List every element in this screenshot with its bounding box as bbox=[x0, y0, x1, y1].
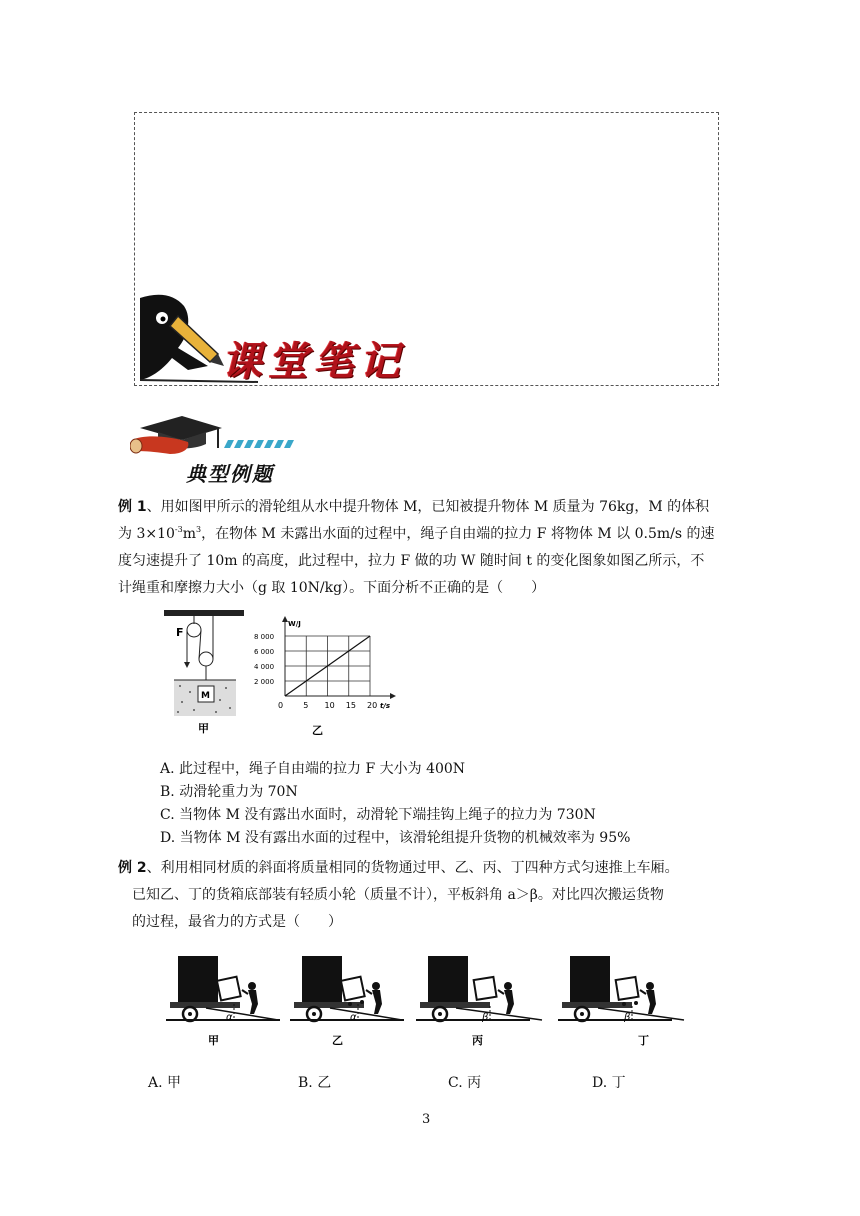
x-axis-label: t/s bbox=[380, 702, 391, 710]
fixed-pulley bbox=[187, 623, 201, 637]
q1-option-c[interactable]: C. 当物体 M 没有露出水面时，动滑轮下端挂钩上绳子的拉力为 730N bbox=[160, 807, 596, 823]
question-2-line-1: 、利用相同材质的斜面将质量相同的货物通过甲、乙、丙、丁四种方式匀速推上车厢。 bbox=[146, 860, 679, 876]
work-time-chart bbox=[252, 616, 402, 738]
caption-ding: 丁 bbox=[638, 1034, 649, 1047]
y-axis-label: W/J bbox=[288, 620, 301, 628]
angle-label-yi: α bbox=[350, 1012, 357, 1023]
question-2-line-2: 已知乙、丁的货箱底部装有轻质小轮（质量不计），平板斜角 a＞β。对比四次搬运货物 bbox=[132, 887, 664, 903]
caption-bing: 丙 bbox=[472, 1034, 483, 1047]
question-1-line-2a: 为 3×10 bbox=[118, 526, 175, 542]
question-1-line-1: 、用如图甲所示的滑轮组从水中提升物体 M，已知被提升物体 M 质量为 76kg，M 的体积 bbox=[146, 499, 710, 515]
unit-m: m bbox=[182, 526, 196, 542]
exponent: -3 bbox=[174, 525, 183, 534]
q1-option-b[interactable]: B. 动滑轮重力为 70N bbox=[160, 784, 298, 800]
question-2-line-3: 的过程，最省力的方式是（ ） bbox=[132, 914, 342, 930]
caption-jia-2: 甲 bbox=[208, 1034, 219, 1047]
x-tick-label: 15 bbox=[345, 701, 356, 710]
caption-jia: 甲 bbox=[198, 722, 209, 735]
page-number: 3 bbox=[422, 1112, 431, 1127]
q1-option-a[interactable]: A. 此过程中，绳子自由端的拉力 F 大小为 400N bbox=[160, 761, 466, 777]
question-2-lead: 例 2 bbox=[118, 860, 147, 876]
angle-label-jia: α bbox=[226, 1012, 233, 1023]
question-1-lead: 例 1 bbox=[118, 499, 147, 515]
exponent-3: 3 bbox=[195, 525, 202, 534]
figure-ding bbox=[558, 956, 684, 1047]
figure-jia bbox=[166, 956, 280, 1047]
x-tick-label: 10 bbox=[324, 701, 335, 710]
angle-label-ding: β bbox=[624, 1012, 631, 1023]
q2-option-a[interactable]: A. 甲 bbox=[148, 1075, 182, 1091]
truck-ramp-figures bbox=[160, 946, 700, 1056]
question-2-text bbox=[118, 855, 738, 936]
notes-title: 课堂笔记 bbox=[222, 338, 406, 385]
q1-option-d[interactable]: D. 当物体 M 没有露出水面的过程中，该滑轮组提升货物的机械效率为 95% bbox=[160, 830, 631, 846]
y-tick-label: 4 000 bbox=[254, 663, 275, 671]
caption-yi-2: 乙 bbox=[332, 1034, 343, 1047]
question-1-line-2c: ，在物体 M 未露出水面的过程中，绳子自由端的拉力 F 将物体 M 以 0.5m/s 的速 bbox=[201, 526, 715, 542]
y-tick-label: 8 000 bbox=[254, 633, 275, 641]
movable-pulley bbox=[199, 652, 213, 666]
pulley-figure bbox=[160, 608, 250, 738]
label-m: M bbox=[201, 691, 210, 701]
q2-option-c[interactable]: C. 丙 bbox=[448, 1075, 482, 1091]
label-f: F bbox=[176, 626, 184, 639]
q2-option-b[interactable]: B. 乙 bbox=[298, 1075, 332, 1091]
x-tick-label: 20 bbox=[367, 701, 378, 710]
y-tick-label: 6 000 bbox=[254, 648, 275, 656]
origin-label: 0 bbox=[278, 701, 284, 710]
q2-option-d[interactable]: D. 丁 bbox=[592, 1075, 626, 1091]
question-1-line-3: 度匀速提升了 10m 的高度，此过程中，拉力 F 做的功 W 随时间 t 的变化图象如图乙所示，不 bbox=[118, 553, 705, 569]
question-1-line-4: 计绳重和摩擦力大小（g 取 10N/kg）。下面分析不正确的是（ ） bbox=[118, 580, 546, 596]
figure-bing bbox=[416, 956, 542, 1047]
angle-label-bing: β bbox=[482, 1012, 489, 1023]
examples-title: 典型例题 bbox=[186, 462, 274, 486]
figure-yi bbox=[290, 956, 404, 1047]
x-tick-label: 5 bbox=[303, 701, 309, 710]
caption-yi: 乙 bbox=[312, 724, 323, 737]
y-tick-label: 2 000 bbox=[254, 678, 275, 686]
question-1-text bbox=[118, 494, 738, 602]
